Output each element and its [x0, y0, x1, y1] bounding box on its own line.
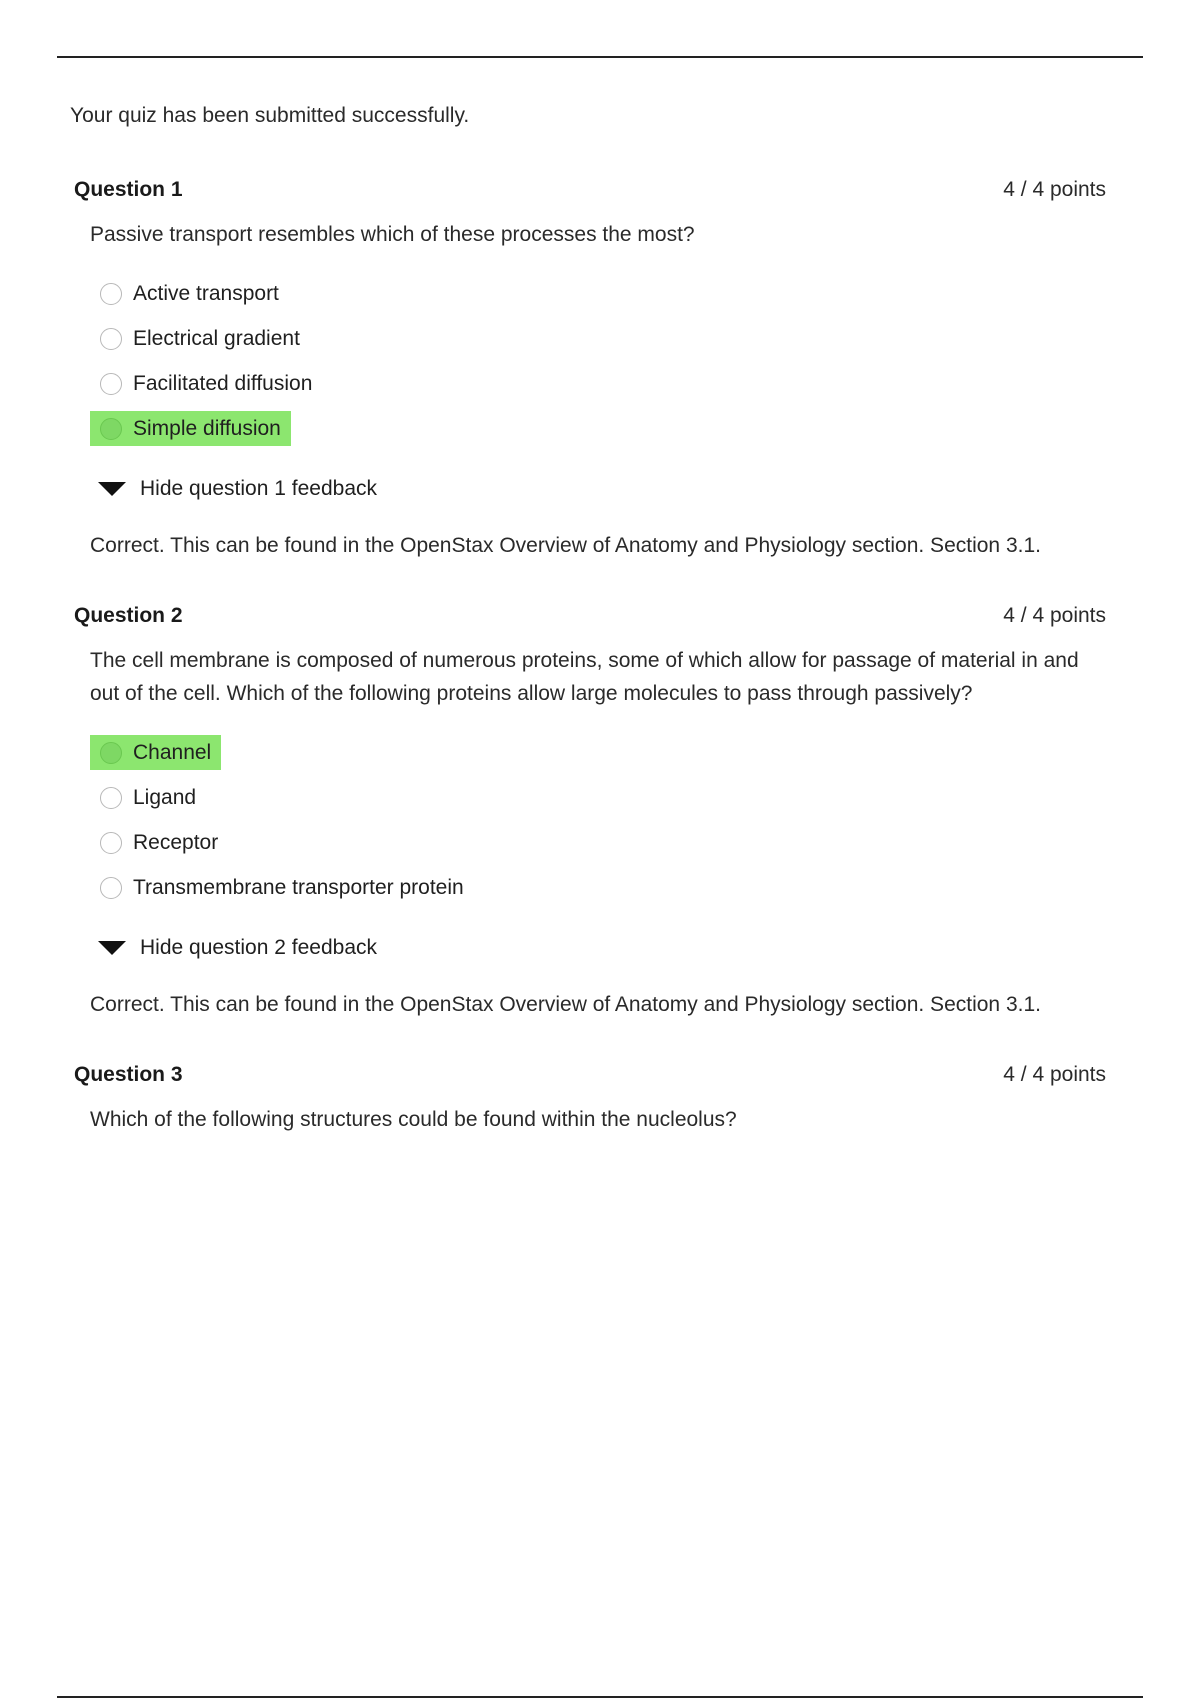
answer-label: Electrical gradient: [133, 326, 300, 350]
answer-label: Receptor: [133, 830, 219, 854]
question-points: 4 / 4 points: [1003, 178, 1106, 201]
question-title: Question 3: [74, 1063, 183, 1086]
radio-icon[interactable]: [100, 418, 122, 440]
radio-icon[interactable]: [100, 832, 122, 854]
answer-label: Active transport: [133, 281, 279, 305]
feedback-toggle[interactable]: [98, 473, 1110, 505]
answer-label: Channel: [133, 740, 212, 764]
answer-option[interactable]: [90, 316, 1110, 361]
answer-option[interactable]: [90, 820, 1110, 865]
answer-label: Simple diffusion: [133, 416, 281, 440]
question-title: Question 1: [74, 178, 183, 201]
radio-icon[interactable]: [100, 373, 122, 395]
question-header: [70, 600, 1110, 632]
feedback-text: Correct. This can be found in the OpenStax Overview of Anatomy and Physiology section. Section 3.1.: [90, 534, 1041, 557]
question-points: 4 / 4 points: [1003, 604, 1106, 627]
answer-option-correct[interactable]: [90, 406, 1110, 451]
question-title: Question 2: [74, 604, 183, 627]
question-1: [70, 174, 1110, 562]
feedback-text: Correct. This can be found in the OpenStax Overview of Anatomy and Physiology section. Section 3.1.: [90, 993, 1041, 1016]
top-rule: [57, 56, 1143, 58]
correct-highlight: [90, 411, 291, 446]
answer-option[interactable]: [90, 865, 1110, 910]
question-text: Which of the following structures could be found within the nucleolus?: [90, 1108, 737, 1131]
question-header: [70, 1059, 1110, 1091]
feedback-toggle-label[interactable]: Hide question 2 feedback: [140, 936, 377, 959]
radio-icon[interactable]: [100, 283, 122, 305]
question-text: Passive transport resembles which of these processes the most?: [90, 223, 695, 246]
caret-down-icon[interactable]: [98, 941, 126, 955]
submission-status: Your quiz has been submitted successfully.: [70, 104, 470, 127]
answer-list: [70, 730, 1110, 910]
quiz-results: [70, 102, 1110, 1174]
answer-label: Ligand: [133, 785, 197, 809]
radio-icon[interactable]: [100, 742, 122, 764]
feedback-toggle[interactable]: [98, 932, 1110, 964]
caret-down-icon[interactable]: [98, 482, 126, 496]
answer-option-correct[interactable]: [90, 730, 1110, 775]
feedback-toggle-label[interactable]: Hide question 1 feedback: [140, 477, 377, 500]
answer-label: Facilitated diffusion: [133, 371, 313, 395]
radio-icon[interactable]: [100, 787, 122, 809]
question-text: The cell membrane is composed of numerous proteins, some of which allow for passage of material in and out of the cell. Which of the following proteins allow large molecules to pass through passively?: [90, 649, 1079, 705]
radio-icon[interactable]: [100, 328, 122, 350]
question-points: 4 / 4 points: [1003, 1063, 1106, 1086]
correct-highlight: [90, 735, 221, 770]
question-3: [70, 1059, 1110, 1136]
answer-option[interactable]: [90, 271, 1110, 316]
answer-label: Transmembrane transporter protein: [133, 875, 464, 899]
answer-option[interactable]: [90, 361, 1110, 406]
radio-icon[interactable]: [100, 877, 122, 899]
bottom-rule: [57, 1696, 1143, 1698]
question-2: [70, 600, 1110, 1021]
answer-option[interactable]: [90, 775, 1110, 820]
question-header: [70, 174, 1110, 206]
answer-list: [70, 271, 1110, 451]
